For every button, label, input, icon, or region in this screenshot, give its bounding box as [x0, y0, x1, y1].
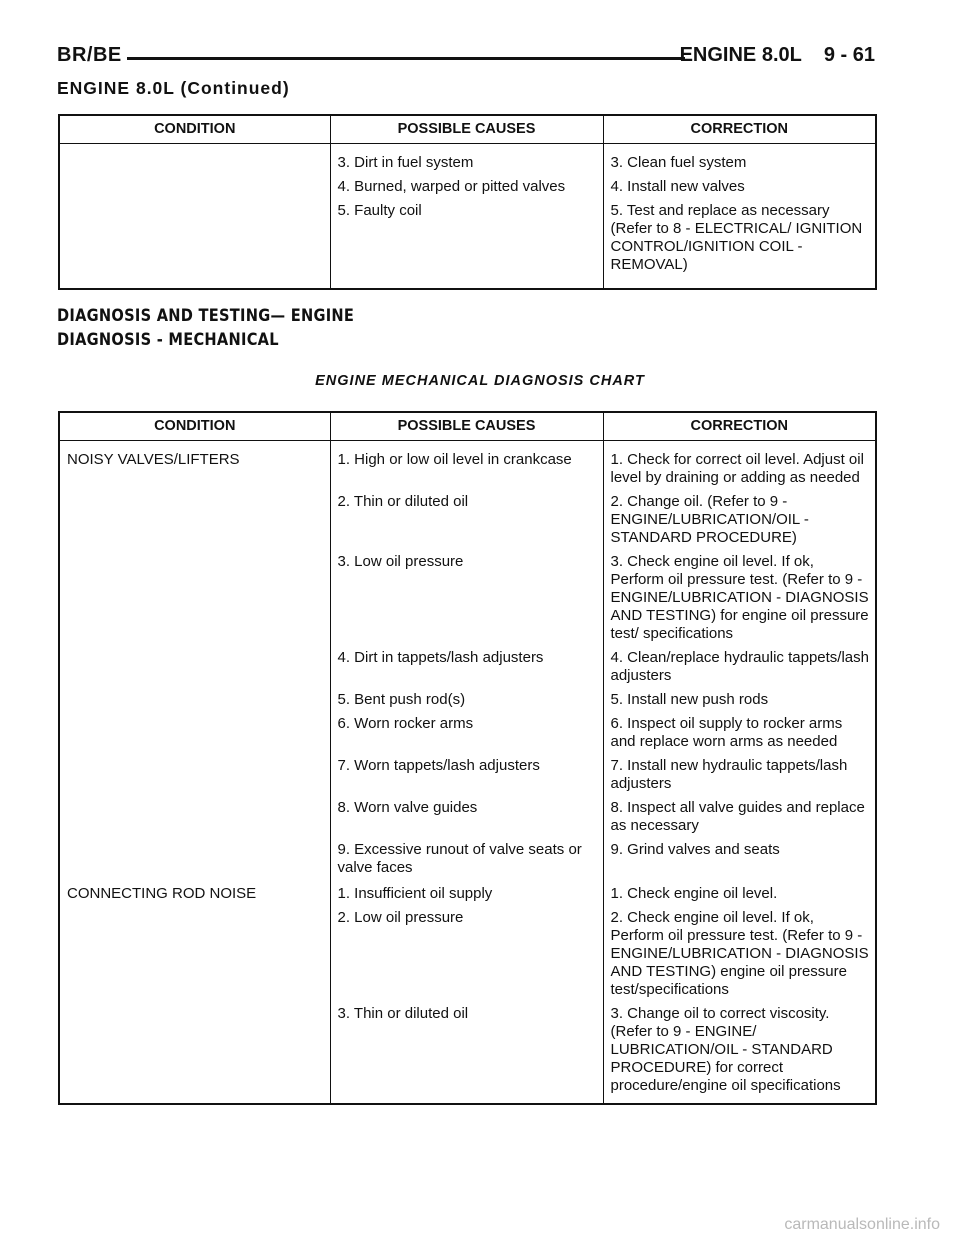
chart-title: ENGINE MECHANICAL DIAGNOSIS CHART — [315, 373, 645, 389]
cause-item: 3. Thin or diluted oil — [330, 1005, 603, 1104]
cause-item: 1. Insufficient oil supply — [330, 885, 603, 909]
correction-item: 3. Clean fuel system — [610, 154, 747, 171]
cause-item: 5. Bent push rod(s) — [330, 691, 603, 715]
table-row — [59, 841, 876, 885]
watermark: carmanualsonline.info — [784, 1216, 940, 1233]
cause-item: 3. Low oil pressure — [330, 553, 603, 649]
header-section-title: ENGINE 8.0L — [679, 44, 802, 66]
corrections-cell — [603, 144, 876, 290]
cause-item: 2. Thin or diluted oil — [330, 493, 603, 553]
condition-cell — [59, 799, 330, 841]
condition-cell — [59, 691, 330, 715]
correction-item: 9. Grind valves and seats — [603, 841, 876, 885]
correction-item: 3. Check engine oil level. If ok, Perform oil pressure test. (Refer to 9 - ENGINE/LUBRICATION - DIAGNOSIS AND TESTING) for engine oil pressure test/ specifications — [603, 553, 876, 649]
cause-item: 6. Worn rocker arms — [330, 715, 603, 757]
column-header-condition: CONDITION — [59, 115, 330, 144]
continued-title: ENGINE 8.0L (Continued) — [57, 78, 290, 98]
correction-item: 6. Inspect oil supply to rocker arms and replace worn arms as needed — [603, 715, 876, 757]
column-header-causes: POSSIBLE CAUSES — [330, 115, 603, 144]
causes-cell — [330, 144, 603, 290]
diagnosis-table-continued — [58, 114, 877, 290]
correction-item: 8. Inspect all valve guides and replace as necessary — [603, 799, 876, 841]
section-title-diagnosis-testing: DIAGNOSIS AND TESTING— ENGINE — [57, 306, 355, 326]
manual-model-code: BR/BE — [57, 44, 122, 66]
correction-item: 5. Install new push rods — [603, 691, 876, 715]
correction-item: 2. Change oil. (Refer to 9 - ENGINE/LUBRICATION/OIL - STANDARD PROCEDURE) — [603, 493, 876, 553]
header-rule — [127, 57, 685, 60]
cause-item: 9. Excessive runout of valve seats or valve faces — [330, 841, 603, 885]
column-header-correction: CORRECTION — [603, 412, 876, 441]
mechanical-diagnosis-table — [58, 411, 877, 1105]
column-header-correction: CORRECTION — [603, 115, 876, 144]
correction-item: 4. Install new valves — [610, 178, 745, 195]
condition-cell: NOISY VALVES/LIFTERS — [67, 451, 240, 468]
section-title-mechanical: DIAGNOSIS - MECHANICAL — [57, 330, 279, 350]
table-row — [59, 715, 876, 757]
condition-cell — [59, 649, 330, 691]
table-row — [59, 649, 876, 691]
correction-item: 2. Check engine oil level. If ok, Perform oil pressure test. (Refer to 9 - ENGINE/LUBRICATION - DIAGNOSIS AND TESTING) engine oil pressure test/specifications — [603, 909, 876, 1005]
header-section-page — [680, 44, 875, 67]
table-header-row — [59, 115, 876, 144]
correction-item: 1. Check for correct oil level. Adjust oil level by draining or adding as needed — [603, 441, 876, 494]
table-row — [59, 885, 876, 909]
page-header — [57, 44, 875, 72]
table-row — [59, 799, 876, 841]
table-row — [59, 691, 876, 715]
cause-item: 7. Worn tappets/lash adjusters — [330, 757, 603, 799]
correction-item: 7. Install new hydraulic tappets/lash adjusters — [603, 757, 876, 799]
table-header-row — [59, 412, 876, 441]
condition-cell — [59, 144, 330, 290]
table-row — [59, 1005, 876, 1104]
column-header-condition: CONDITION — [59, 412, 330, 441]
correction-item: 1. Check engine oil level. — [603, 885, 876, 909]
condition-cell — [59, 841, 330, 885]
table-row — [59, 493, 876, 553]
condition-cell: CONNECTING ROD NOISE — [67, 885, 257, 902]
condition-cell — [59, 553, 330, 649]
cause-item: 1. High or low oil level in crankcase — [330, 441, 603, 494]
cause-item: 2. Low oil pressure — [330, 909, 603, 1005]
correction-item: 5. Test and replace as necessary (Refer to 8 - ELECTRICAL/ IGNITION CONTROL/IGNITION COIL - REMOVAL) — [610, 202, 863, 273]
cause-item: 4. Dirt in tappets/lash adjusters — [330, 649, 603, 691]
condition-cell — [59, 493, 330, 553]
condition-cell — [59, 1005, 330, 1104]
cause-item: 3. Dirt in fuel system — [337, 154, 474, 171]
cause-item: 8. Worn valve guides — [330, 799, 603, 841]
correction-item: 3. Change oil to correct viscosity. (Refer to 9 - ENGINE/ LUBRICATION/OIL - STANDARD PROCEDURE) for correct procedure/engine oil specifications — [603, 1005, 876, 1104]
correction-item: 4. Clean/replace hydraulic tappets/lash adjusters — [603, 649, 876, 691]
condition-cell — [59, 909, 330, 1005]
table-row — [59, 909, 876, 1005]
table-row — [59, 441, 876, 494]
condition-cell — [59, 757, 330, 799]
table-row — [59, 757, 876, 799]
condition-cell — [59, 715, 330, 757]
cause-item: 4. Burned, warped or pitted valves — [337, 178, 566, 195]
cause-item: 5. Faulty coil — [337, 202, 422, 219]
column-header-causes: POSSIBLE CAUSES — [330, 412, 603, 441]
table-row — [59, 144, 876, 290]
table-row — [59, 553, 876, 649]
page-number: 9 - 61 — [823, 44, 875, 66]
